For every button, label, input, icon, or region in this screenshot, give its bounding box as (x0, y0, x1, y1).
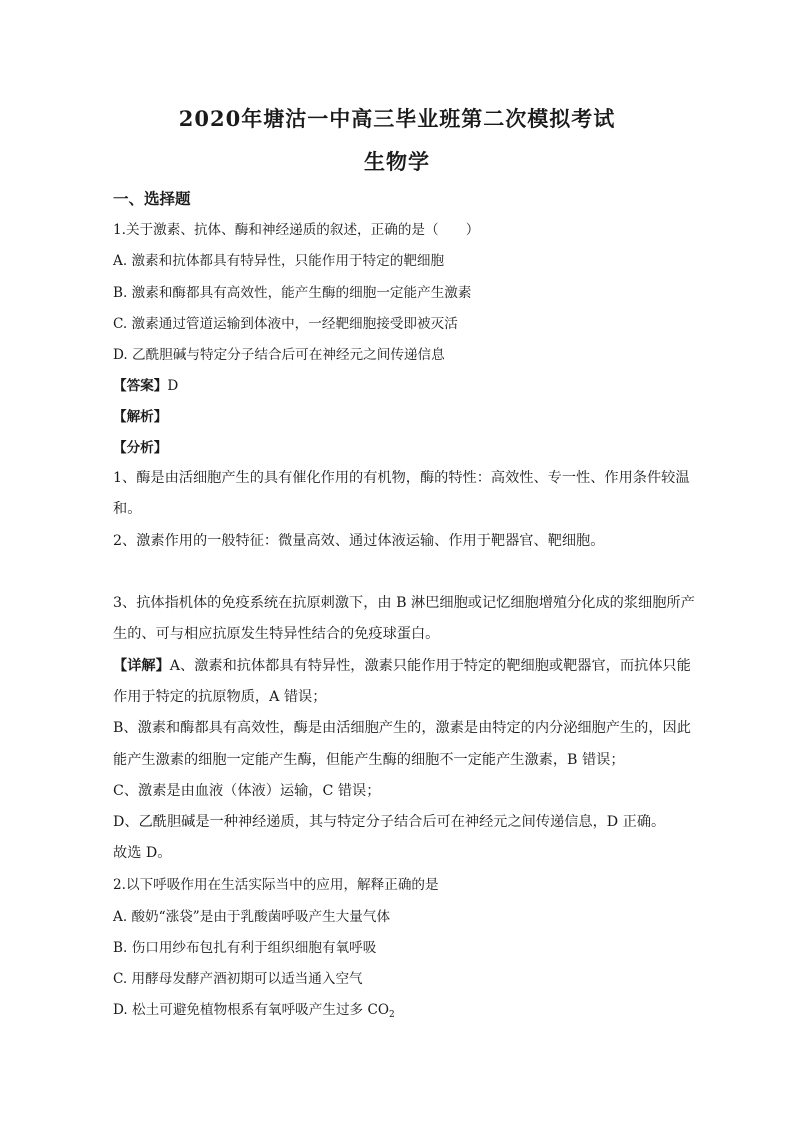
detail-line2: 作用于特定的抗原物质，A 错误； (113, 689, 327, 705)
exam-subject: 生物学 (364, 149, 430, 174)
q1-option-d: D. 乙酰胆碱与特定分子结合后可在神经元之间传递信息 (113, 347, 445, 363)
detail-tag: 【详解】 (113, 658, 170, 674)
exam-title: 2020年塘沽一中高三毕业班第二次模拟考试 (178, 106, 616, 131)
q1-option-a: A. 激素和抗体都具有特异性，只能作用于特定的靶细胞 (113, 253, 445, 269)
fenxi-tag: 【分析】 (113, 440, 168, 456)
q2-option-c: C. 用酵母发酵产酒初期可以适当通入空气 (113, 971, 363, 987)
q2-option-b: B. 伤口用纱布包扎有利于组织细胞有氧呼吸 (113, 940, 377, 956)
analysis-p2: 2、激素作用的一般特征：微量高效、通过体液运输、作用于靶器官、靶细胞。 (113, 533, 605, 549)
q2-option-a: A. 酸奶“涨袋”是由于乳酸菌呼吸产生大量气体 (113, 909, 391, 925)
section-heading: 一、选择题 (113, 189, 191, 208)
analysis-p3-line2: 生的、可与相应抗原发生特异性结合的免疫球蛋白。 (113, 626, 440, 642)
q1-stem: 1.关于激素、抗体、酶和神经递质的叙述，正确的是（ ） (113, 222, 480, 238)
detail-line1 (113, 655, 691, 675)
q1-answer-line (113, 374, 178, 394)
detail-line4: 能产生激素的细胞一定能产生酶，但能产生酶的细胞不一定能产生激素，B 错误； (113, 752, 625, 768)
analysis-p3-line1: 3、抗体指机体的免疫系统在抗原刺激下，由 B 淋巴细胞或记忆细胞增殖分化成的浆细胞所产 (113, 595, 695, 611)
detail-line3: B、激素和酶都具有高效性，酶是由活细胞产生的，激素是由特定的内分泌细胞产生的，因此 (113, 720, 691, 736)
analysis-p1-line2: 和。 (113, 501, 142, 517)
q1-option-b: B. 激素和酶都具有高效性，能产生酶的细胞一定能产生激素 (113, 285, 472, 301)
detail-line6: D、乙酰胆碱是一种神经递质，其与特定分子结合后可在神经元之间传递信息，D 正确。 (113, 814, 666, 830)
conclusion: 故选 D。 (113, 845, 172, 861)
q1-option-c: C. 激素通过管道运输到体液中，一经靶细胞接受即被灭活 (113, 316, 458, 332)
answer-tag: 【答案】 (113, 378, 168, 394)
q2-stem: 2.以下呼吸作用在生活实际当中的应用，解释正确的是 (113, 877, 439, 893)
detail-text: A、激素和抗体都具有特异性，激素只能作用于特定的靶细胞或靶器官，而抗体只能 (169, 658, 691, 674)
q2-option-d-text: D. 松土可避免植物根系有氧呼吸产生过多 CO (113, 1002, 390, 1018)
analysis-p1-line1: 1、酶是由活细胞产生的具有催化作用的有机物，酶的特性：高效性、专一性、作用条件较温 (113, 470, 690, 486)
analysis-tag: 【解析】 (113, 409, 168, 425)
co2-subscript: 2 (389, 1010, 395, 1020)
answer-value: D (167, 378, 179, 394)
q2-option-d (113, 998, 395, 1020)
detail-line5: C、激素是由血液（体液）运输，C 错误； (113, 783, 381, 799)
